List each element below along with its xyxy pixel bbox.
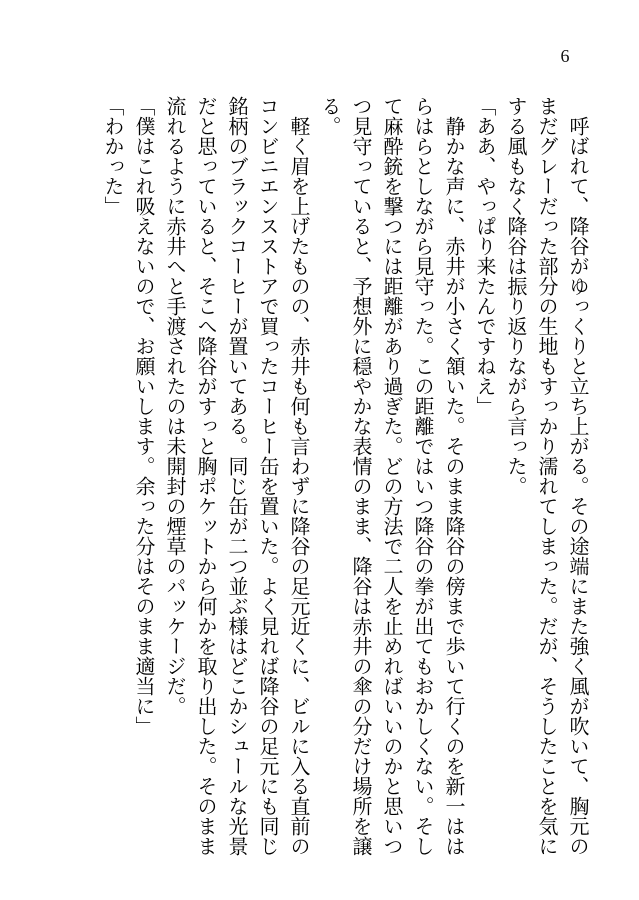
paragraph: 軽く眉を上げたものの、赤井も何も言わずに降谷の足元近くに、ビルに入る直前のコンビニエンスストアで買ったコーヒー缶を置いた。よく見れば降谷の足元にも同じ銘柄のブラックコーヒーが置いてある。同じ缶が二つ並ぶ様はどこかシュールな光景だと思っていると、そこへ降谷がすっと胸ポケットから何かを取り出した。そのまま流れるように赤井へと手渡されたのは未開封の煙草のパッケージだ。 — [163, 96, 311, 856]
body-text — [53, 96, 593, 856]
paragraph: 静かな声に、赤井が小さく頷いた。そのまま降谷の傍まで歩いて行くのを新一ははらはらとしながら見守った。この距離ではいつ降谷の拳が出てもおかしくない。そして麻酔銃を撃つには距離があり過ぎた。どの方法で二人を止めればいいのかと思いつつ見守っていると、予想外に穏やかな表情のまま、降谷は赤井の傘の分だけ場所を譲る。 — [318, 96, 466, 856]
page-number: 6 — [560, 46, 570, 66]
dialogue-line: 「ああ、やっぱり来たんですねえ」 — [473, 96, 497, 416]
dialogue-line: 「わかった」 — [101, 96, 125, 216]
paragraph: 呼ばれて、降谷がゆっくりと立ち上がる。その途端にまた強く風が吹いて、胸元のまだグレーだった部分の生地もすっかり濡れてしまった。だが、そうしたことを気にする風もなく降谷は振り返りながら言った。 — [504, 96, 590, 856]
dialogue-line: 「僕はこれ吸えないので、お願いします。余った分はそのまま適当に」 — [132, 96, 156, 736]
